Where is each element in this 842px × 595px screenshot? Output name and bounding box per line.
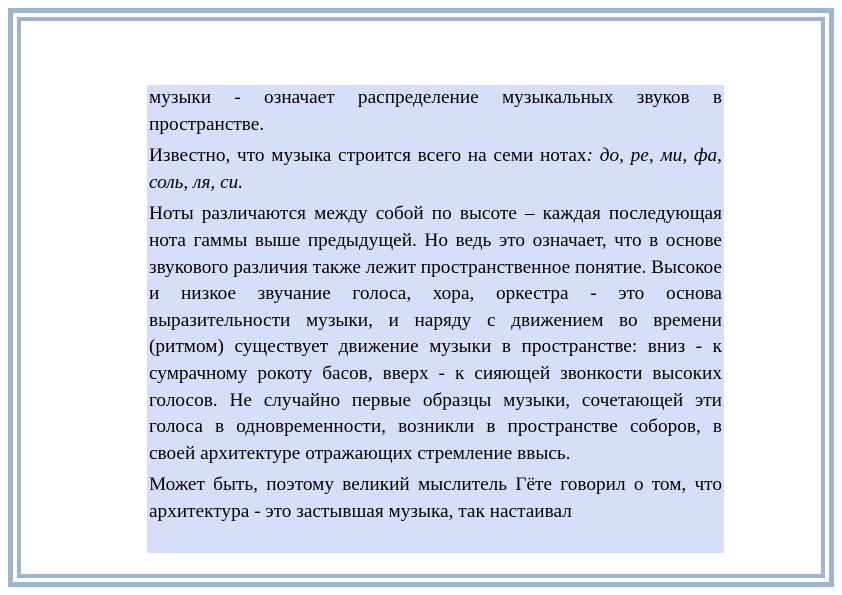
paragraph-2-text: Известно, что музыка строится всего на семи нотах	[149, 145, 587, 167]
paragraph-3: Ноты различаются между собой по высоте – каждая последующая нота гаммы выше предыдущей. Но ведь это означает, что в основе звукового различия также лежит пространственное понятие. Высокое и низкое звучание голоса, хора, оркестра - это основа выразительности музыки, и наряду с движением во времени (ритмом) существует движение музыки в пространстве: вниз - к сумрачному рокоту басов, вверх - к сияющей звонкости высоких голосов. Не случайно первые образцы музыки, сочетающей эти голоса в одновременности, возникли в пространстве соборов, в своей архитектуре отражающих стремление ввысь.	[149, 203, 722, 464]
paragraph-4: Может быть, поэтому великий мыслитель Гёте говорил о том, что архитектура - это застывшая музыка, так настаивал	[149, 474, 722, 522]
paragraph-2	[149, 143, 722, 196]
paragraph-2-notes: : до, ре, ми, фа, соль, ля, си.	[149, 145, 723, 193]
text-block	[147, 85, 724, 553]
paragraph-1: музыки - означает распределение музыкальных звуков в пространстве.	[149, 87, 722, 135]
